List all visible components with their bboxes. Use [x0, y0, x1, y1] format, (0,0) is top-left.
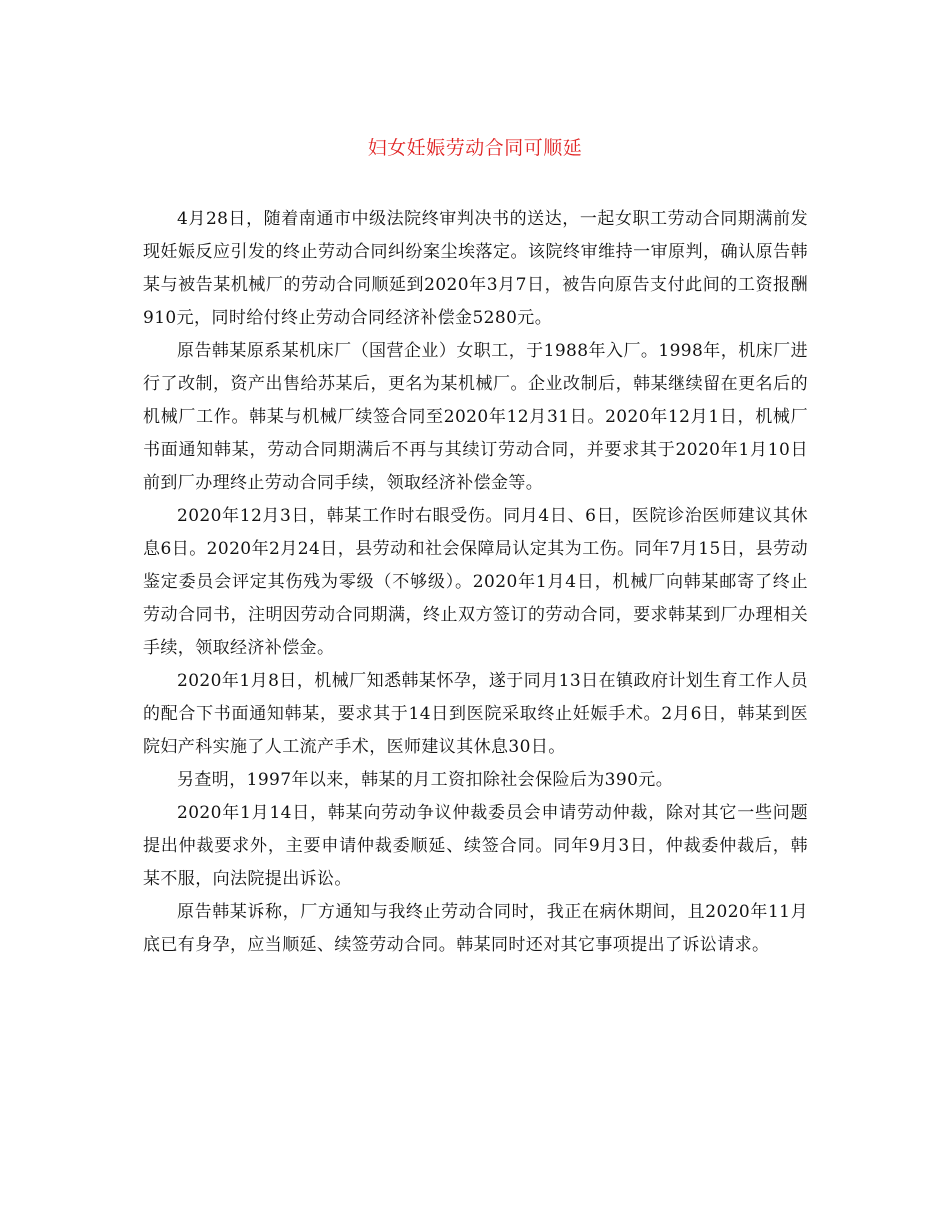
paragraph: 2020年1月8日，机械厂知悉韩某怀孕，遂于同月13日在镇政府计划生育工作人员的配合下书面通知韩某，要求其于14日到医院采取终止妊娠手术。2月6日，韩某到医院妇产科实施了人工流产手术，医师建议其休息30日。 [143, 671, 808, 757]
paragraph: 原告韩某原系某机床厂（国营企业）女职工，于1988年入厂。1998年，机床厂进行了改制，资产出售给苏某后，更名为某机械厂。企业改制后，韩某继续留在更名后的机械厂工作。韩某与机械厂续签合同至2020年12月31日。2020年12月1日，机械厂书面通知韩某，劳动合同期满后不再与其续订劳动合同，并要求其于2020年1月10日前到厂办理终止劳动合同手续，领取经济补偿金等。 [143, 341, 808, 493]
paragraph: 另查明，1997年以来，韩某的月工资扣除社会保险后为390元。 [177, 770, 674, 790]
document-body [143, 203, 808, 962]
paragraph: 原告韩某诉称，厂方通知与我终止劳动合同时，我正在病休期间，且2020年11月底已有身孕，应当顺延、续签劳动合同。韩某同时还对其它事项提出了诉讼请求。 [143, 902, 808, 955]
paragraph: 2020年1月14日，韩某向劳动争议仲裁委员会申请劳动仲裁，除对其它一些问题提出仲裁要求外，主要申请仲裁委顺延、续签合同。同年9月3日，仲裁委仲裁后，韩某不服，向法院提出诉讼。 [143, 803, 808, 889]
document-title: 妇女妊娠劳动合同可顺延 [367, 137, 583, 159]
paragraph: 4月28日，随着南通市中级法院终审判决书的送达，一起女职工劳动合同期满前发现妊娠反应引发的终止劳动合同纠纷案尘埃落定。该院终审维持一审原判，确认原告韩某与被告某机械厂的劳动合同顺延到2020年3月7日，被告向原告支付此间的工资报酬910元，同时给付终止劳动合同经济补偿金5280元。 [143, 209, 808, 328]
paragraph: 2020年12月3日，韩某工作时右眼受伤。同月4日、6日，医院诊治医师建议其休息6日。2020年2月24日，县劳动和社会保障局认定其为工伤。同年7月15日，县劳动鉴定委员会评定其伤残为零级（不够级）。2020年1月4日，机械厂向韩某邮寄了终止劳动合同书，注明因劳动合同期满，终止双方签订的劳动合同，要求韩某到厂办理相关手续，领取经济补偿金。 [143, 506, 808, 658]
